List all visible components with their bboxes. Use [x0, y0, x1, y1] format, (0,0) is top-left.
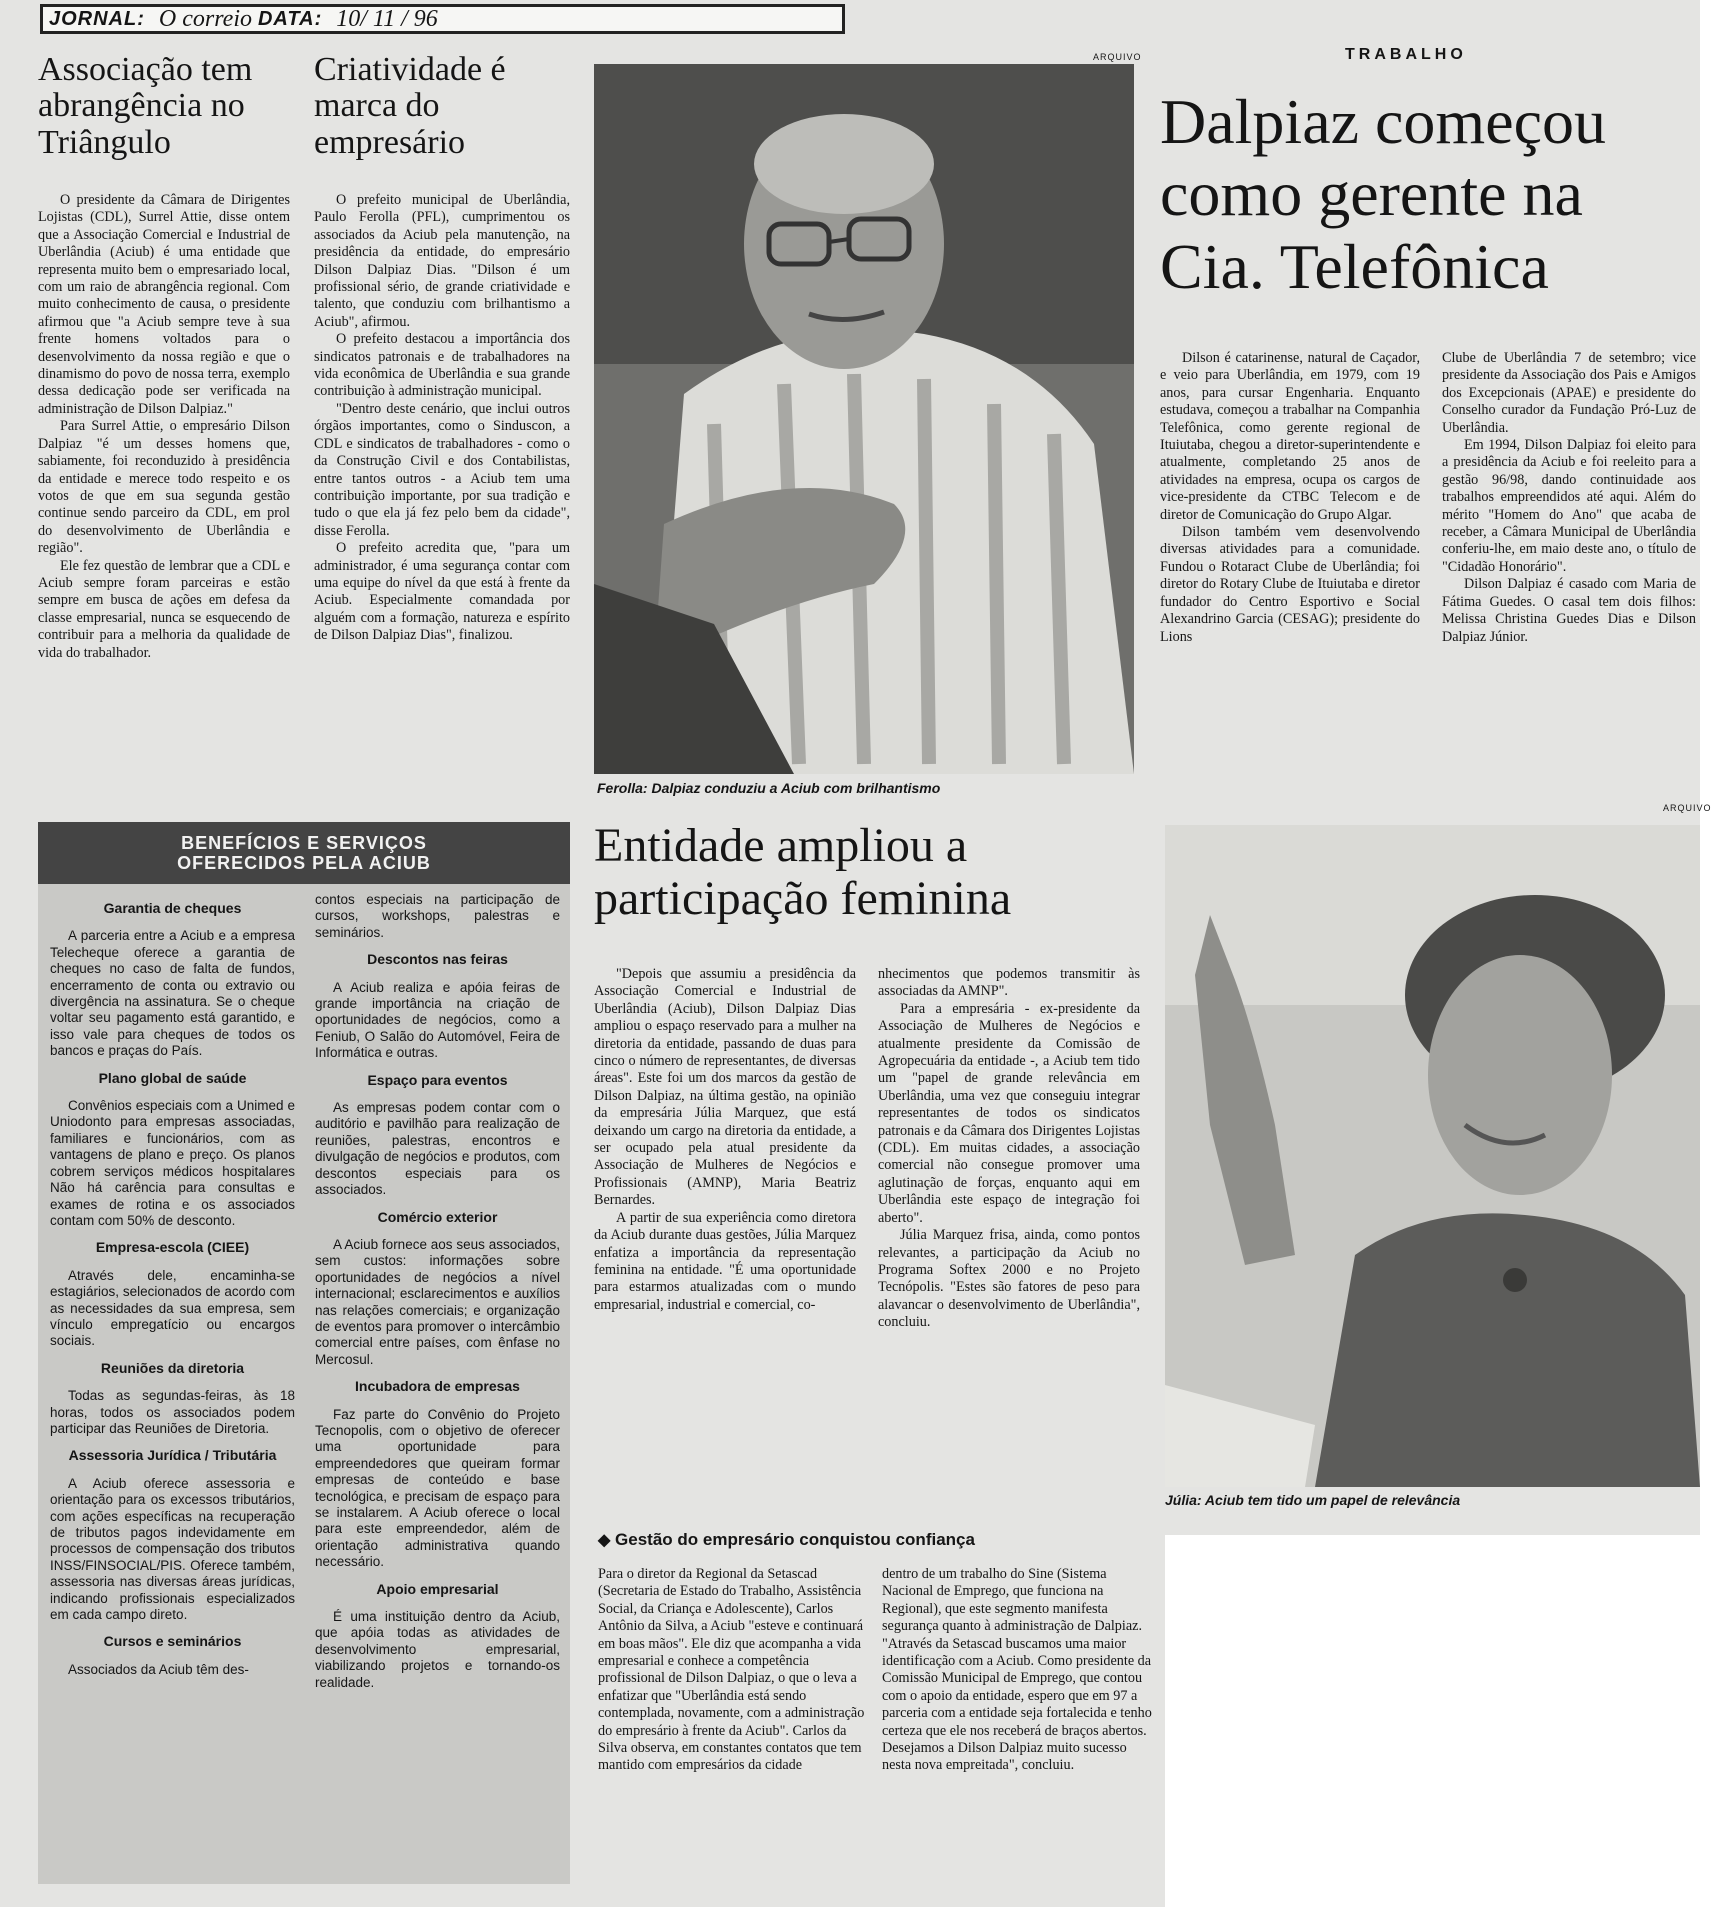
sidebar-title	[38, 822, 570, 884]
benefit-text: As empresas podem contar com o auditório e pavilhão para realização de reuniões, palestras, encontros e divulgação de negócios e produtos, com descontos especiais para os associados.	[315, 1100, 560, 1198]
benefit-heading: Reuniões da diretoria	[100, 1359, 245, 1376]
sidebar-title-line: OFERECIDOS PELA ACIUB	[177, 853, 431, 873]
paragraph: Dilson é catarinense, natural de Caçador, e veio para Uberlândia, em 1979, com 19 anos, para cursar Engenharia. Enquanto estudava, começou a trabalhar na Companhia Telefônica, como gerente regional de Ituiutaba, chegou a diretor-superintendente e atualmente, completando 25 anos de atividades na empresa, ocupa os cargos de vice-presidente da CTBC Telecom e de diretor de Comunicação do Grupo Algar.	[1160, 350, 1420, 523]
photo-caption: Júlia: Aciub tem tido um papel de relevância	[1165, 1492, 1461, 1508]
benefit-heading: Cursos e seminários	[103, 1633, 242, 1650]
benefits-sidebar	[38, 822, 570, 1884]
article-headline: Criatividade é marca do empresário	[314, 51, 506, 161]
portrait-photo	[594, 64, 1134, 774]
sidebar-title-line: BENEFÍCIOS E SERVIÇOS	[181, 833, 427, 853]
benefit-heading: Plano global de saúde	[98, 1069, 247, 1086]
photo-caption: Ferolla: Dalpiaz conduziu a Aciub com brilhantismo	[597, 780, 941, 796]
paragraph: O prefeito destacou a importância dos sindicatos patronais e de trabalhadores na vida econômica de Uberlândia e sua grande contribuição à administração municipal.	[314, 331, 570, 400]
sidebar-column	[50, 890, 295, 1686]
paragraph: Dilson também vem desenvolvendo diversas atividades para a comunidade. Fundou o Rotaract Clube de Uberlândia; foi diretor do Rotary Clube de Ituiutaba e diretor fundador do Centro Esportivo e Social Alexandrino Garcia (CESAG); presidente do Lions	[1160, 524, 1420, 645]
paragraph: Júlia Marquez frisa, ainda, como pontos relevantes, a participação da Aciub no Programa Softex 2000 e no Projeto Tecnópolis. "Estes são fatores de peso para alavancar o desenvolvimento de Uberlândia", concluiu.	[878, 1227, 1140, 1331]
paragraph: Dilson Dalpiaz é casado com Maria de Fátima Guedes. O casal tem dois filhos: Melissa Christina Guedes Dias e Dilson Dalpiaz Júnior.	[1442, 576, 1696, 645]
photo-credit: ARQUIVO	[1663, 803, 1712, 813]
benefit-text: Todas as segundas-feiras, às 18 horas, todos os associados podem participar das Reuniões de Diretoria.	[50, 1388, 295, 1436]
benefit-heading: Descontos nas feiras	[367, 951, 508, 968]
clipping-header	[40, 4, 845, 34]
benefit-text: A Aciub oferece assessoria e orientação para os excessos tributários, com ações específicas na recuperação de tributos pagos indevidamente em processos de compensação dos tributos INSS/FINSOCIAL/PIS. Oferece também, assessoria nas diversas áreas jurídicas, indicando profissionais especializados em cada campo direto.	[50, 1475, 295, 1623]
photo-credit: ARQUIVO	[1093, 52, 1142, 62]
benefit-text: A parceria entre a Aciub e a empresa Telecheque oferece a garantia de cheques no caso de falta de fundos, encerramento de conta ou extravio ou divergência na assinatura. Se o cheque voltar seu pagamento está garantido, e isso vale para cheques de todos os bancos e praças do País.	[50, 928, 295, 1059]
paragraph: Para o diretor da Regional da Setascad (Secretaria de Estado do Trabalho, Assistência Social, da Criança e Adolescente), Carlos Antônio da Silva, a Aciub "esteve e continuará em boas mãos". Ele diz que acompanha a vida empresarial e conhece a competência profissional de Dilson Dalpiaz, o que o leva a enfatizar que "Uberlândia está sendo contemplada, novamente, com a administração do empresário à frente da Aciub". Carlos da Silva observa, em constantes contatos que tem mantido com empresários da cidade	[598, 1566, 865, 1774]
benefit-text: contos especiais na participação de cursos, workshops, palestras e seminários.	[315, 892, 560, 940]
portrait-illustration	[1165, 825, 1700, 1487]
paragraph: "Depois que assumiu a presidência da Associação Comercial e Industrial de Uberlândia (Aciub), Dilson Dalpiaz Dias ampliou o espaço reservado para a mulher na diretoria da entidade, passando de duas para cinco o número de representantes, de diversas áreas". Este foi um dos marcos da gestão de Dilson Dalpiaz, na última gestão, na opinião da empresária Júlia Marquez, que está deixando um cargo na diretoria da entidade, a ser ocupado pela atual presidente da Associação de Mulheres de Negócios e Profissionais (AMNP), Maria Beatriz Bernardes.	[594, 966, 856, 1209]
article-body	[878, 966, 1140, 1332]
paragraph: O prefeito municipal de Uberlândia, Paulo Ferolla (PFL), cumprimentou os associados da Aciub pela manutenção, na presidência da entidade, do empresário Dilson Dalpiaz Dias. "Dilson é um profissional sério, de grande criatividade e talento, que conduziu com brilhantismo a Aciub", afirmou.	[314, 192, 570, 330]
benefit-text: Convênios especiais com a Unimed e Uniodonto para empresas associadas, familiares e funcionários, com as vantagens de plano e preço. Os planos cobrem serviços médicos hospitalares Não há carência para consultas e exames de rotina e os associados contam com 50% de desconto.	[50, 1098, 295, 1228]
paragraph: nhecimentos que podemos transmitir às associadas da AMNP".	[878, 966, 1140, 1000]
paragraph: dentro de um trabalho do Sine (Sistema Nacional de Emprego, que funciona na Regional), que este segmento manifesta segurança quanto à administração de Dalpiaz. "Através da Setascad buscamos uma maior identificação com a Aciub. Como presidente da Comissão Municipal de Emprego, que contou com o apoio da entidade, espero que em 97 a parceria com a entidade seja fortalecida e tenho certeza que ele nos receberá de braços abertos. Desejamos a Dilson Dalpiaz muito sucesso nesta nova empreitada", concluiu.	[882, 1566, 1152, 1774]
benefit-heading: Incubadora de empresas	[355, 1378, 520, 1395]
article-body	[1160, 350, 1420, 646]
benefit-text: Através dele, encaminha-se estagiários, selecionados de acordo com as necessidades da sua empresa, sem vínculo empregatício ou encargos sociais.	[50, 1267, 295, 1349]
paragraph: O prefeito acredita que, "para um administrador, é uma segurança contar com uma equipe do nível da que está à frente da Aciub. Especialmente comandada por alguém com a formação, natureza e espírito de Dilson Dalpiaz Dias", finalizou.	[314, 540, 570, 644]
article-headline: Entidade ampliou a participação feminina	[594, 819, 1012, 925]
blank-margin	[1165, 1535, 1700, 1907]
data-value: 10/ 11 / 96	[336, 5, 438, 32]
article-body	[598, 1566, 868, 1775]
portrait-photo	[1165, 825, 1700, 1487]
data-label: DATA:	[257, 7, 323, 30]
article-headline: Associação tem abrangência no Triângulo	[38, 51, 253, 161]
paragraph: Ele fez questão de lembrar que a CDL e Aciub sempre foram parceiras e estão sempre em busca de ações em defesa da classe empresarial, nunca se esquecendo de contribuir para a melhoria da qualidade de vida do trabalhador.	[38, 557, 290, 661]
benefit-text: A Aciub realiza e apóia feiras de grande importância na criação de oportunidades de negócios, como a Feniub, O Salão do Automóvel, Feira de Informática e outras.	[315, 979, 560, 1061]
paragraph: Para a empresária - ex-presidente da Associação de Mulheres de Negócios e atualmente presidente da Comissão de Agropecuária da entidade -, a Aciub tem tido um "papel de grande relevância em Uberlândia, uma vez que conseguiu integrar representantes de todos os sindicatos patronais e da Câmara dos Dirigentes Lojistas (CDL). Em muitas cidades, a associação comercial não consegue promover uma aglutinação de forças, enquanto aqui em Uberlândia este espaço de integração foi aberto".	[878, 1000, 1140, 1226]
benefit-text: Faz parte do Convênio do Projeto Tecnopolis, com o objetivo de oferecer uma oportunidade para empreendedores que queiram formar empresas de conteúdo e base tecnológica, e precisam de espaço para se instalarem. A Aciub oferece o local para este empreendedor, além de orientação administrativa quando necessário.	[315, 1406, 560, 1570]
article-body	[314, 192, 570, 645]
benefit-heading: Comércio exterior	[377, 1208, 498, 1225]
benefit-text: Associados da Aciub têm des-	[68, 1661, 249, 1677]
benefit-heading: Garantia de cheques	[103, 900, 242, 916]
article-subheadline	[598, 1530, 1158, 1550]
article-body	[882, 1566, 1152, 1775]
jornal-label: JORNAL:	[49, 7, 145, 30]
paragraph: O presidente da Câmara de Dirigentes Lojistas (CDL), Surrel Attie, disse ontem que a Associação Comercial e Industrial de Uberlândia (Aciub) é uma entidade que representa muito bem o empresariado local, com um raio de abrangência regional. Com muito conhecimento de causa, o presidente afirmou que "a Aciub sempre teve à sua frente homens voltados para o desenvolvimento da nossa região e que o dinamismo do povo de nossa terra, exemplo dessa dedicação pode ser verificada na administração de Dilson Dalpiaz."	[38, 192, 290, 417]
benefit-heading: Espaço para eventos	[367, 1071, 508, 1088]
benefit-heading: Assessoria Jurídica / Tributária	[68, 1447, 277, 1464]
diamond-icon: ◆	[598, 1532, 611, 1549]
paragraph: Clube de Uberlândia 7 de setembro; vice presidente da Associação dos Pais e Amigos dos Excepcionais (APAE) e presidente do Conselho curador da Fundação Pró-Luz de Uberlândia.	[1442, 350, 1696, 436]
benefit-text: A Aciub fornece aos seus associados, sem custos: informações sobre oportunidades de negócios a nível internacional; esclarecimentos e auxílios nas relações comerciais; e organização de eventos para promover o intercâmbio comercial entre países, com ênfase no Mercosul.	[315, 1236, 560, 1367]
portrait-illustration	[594, 64, 1134, 774]
paragraph: Para Surrel Attie, o empresário Dilson Dalpiaz "é um desses homens que, sabiamente, foi reconduzido à presidência da entidade e merece todo respeito e os votos de que em sua segunda gestão continue sendo parceiro da CDL, em prol do desenvolvimento de Uberlândia e região".	[38, 418, 290, 557]
benefit-heading: Empresa-escola (CIEE)	[95, 1239, 250, 1256]
section-tag: TRABALHO	[1345, 46, 1467, 63]
paragraph: Em 1994, Dilson Dalpiaz foi eleito para a presidência da Aciub e foi reeleito para a gestão 96/98, dando continuidade aos trabalhos empreendidos até aqui. Além do mérito "Homem do Ano" que acaba de receber, a Câmara Municipal de Uberlândia conferiu-lhe, em maio deste ano, o título de "Cidadão Honorário".	[1442, 437, 1696, 575]
benefit-text: É uma instituição dentro da Aciub, que apóia todas as atividades de desenvolvimento empresarial, viabilizando projetos e tornando-os realidade.	[315, 1609, 560, 1690]
sidebar-column	[315, 892, 560, 1699]
subheadline-text: Gestão do empresário conquistou confiança	[615, 1530, 975, 1549]
paragraph: A partir de sua experiência como diretora da Aciub durante duas gestões, Júlia Marquez enfatiza a importância da representação feminina na entidade. "É uma oportunidade para estarmos atualizadas com o mundo empresarial, industrial e comercial, co-	[594, 1209, 856, 1313]
article-body	[594, 966, 856, 1314]
benefit-heading: Apoio empresarial	[376, 1580, 499, 1597]
jornal-value: O correio	[158, 5, 252, 32]
article-headline: Dalpiaz começou como gerente na Cia. Telefônica	[1160, 86, 1606, 302]
article-body	[1442, 350, 1696, 646]
paragraph: "Dentro deste cenário, que inclui outros órgãos importantes, como o Sinduscon, a CDL e sindicatos de trabalhadores - como o da Construção Civil e dos Contabilistas, entre tantos outros - a Aciub tem uma contribuição importante, por sua tradição e tudo o que ela já fez pelo bem da cidade", disse Ferolla.	[314, 400, 570, 539]
article-body	[38, 192, 290, 662]
